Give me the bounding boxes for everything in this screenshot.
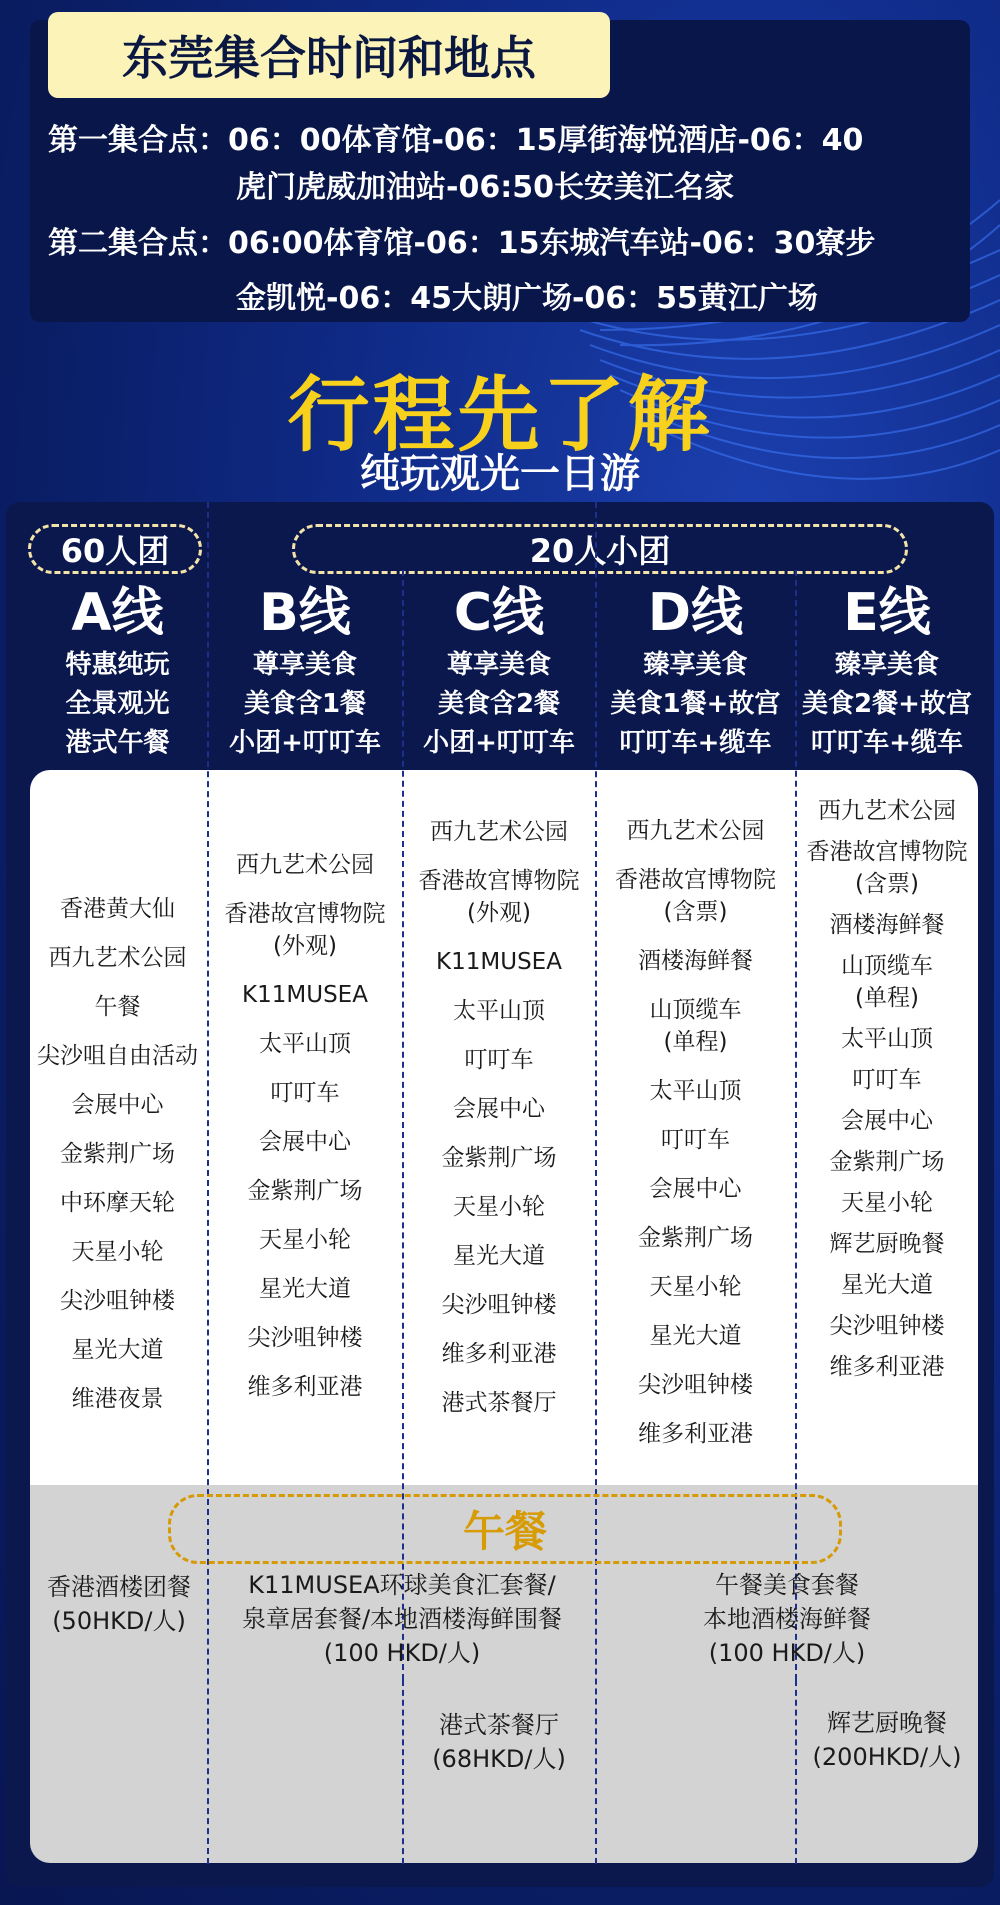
attraction-item: 天星小轮: [649, 1274, 742, 1300]
route-e-header: [797, 580, 977, 763]
attraction-item: 太平山顶: [453, 998, 545, 1024]
attraction-item: 西九艺术公园: [818, 798, 956, 824]
attraction-item: 太平山顶: [841, 1026, 933, 1052]
attraction-item: 午餐: [94, 994, 141, 1020]
lunch-route-a: 香港酒楼团餐 (50HKD/人): [47, 1573, 191, 1635]
route-d-attractions: [597, 815, 794, 1467]
route-e-attractions: [797, 795, 977, 1392]
attraction-item: 星光大道: [841, 1272, 933, 1298]
attraction-item: 天星小轮: [259, 1227, 351, 1253]
attraction-item: 西九艺术公园: [48, 945, 187, 971]
attraction-item: 叮叮车: [464, 1047, 534, 1073]
route-d-tag: 臻享美食: [643, 650, 748, 680]
attraction-item: 尖沙咀钟楼: [441, 1292, 557, 1318]
attraction-item: 叮叮车: [661, 1127, 730, 1153]
attraction-item: 星光大道: [649, 1323, 742, 1349]
attraction-item: 会展中心: [841, 1108, 933, 1134]
route-c-name: C线: [453, 583, 545, 643]
lunch-route-de: 午餐美食套餐 本地酒楼海鲜餐 (100 HKD/人): [703, 1571, 871, 1667]
attraction-item: 尖沙咀钟楼: [638, 1372, 753, 1398]
attraction-item: 港式茶餐厅: [441, 1390, 557, 1416]
attraction-item: 西九艺术公园: [626, 818, 765, 844]
attraction-item: 尖沙咀自由活动: [37, 1043, 198, 1069]
attraction-item: 金紫荆广场: [441, 1145, 557, 1171]
route-c-header: [404, 580, 594, 763]
attraction-item: 星光大道: [259, 1276, 351, 1302]
route-a-attractions: [30, 893, 205, 1432]
attraction-item: 太平山顶: [259, 1031, 351, 1057]
attraction-item: K11MUSEA: [436, 949, 562, 975]
route-b-attractions: [209, 849, 401, 1420]
route-b-header: [209, 580, 401, 763]
attraction-item: 维港夜景: [71, 1386, 164, 1412]
route-a-tag: 港式午餐: [65, 728, 170, 758]
attraction-item: 金紫荆广场: [638, 1225, 753, 1251]
attraction-item: 天星小轮: [841, 1190, 933, 1216]
attraction-item: 山顶缆车 (单程): [649, 997, 742, 1055]
attraction-item: 香港故宫博物院 (外观): [224, 901, 386, 959]
meeting-line-2: 虎门虎威加油站-06:50长安美汇名家: [236, 170, 734, 205]
group-20-label: 20人小团: [292, 524, 908, 574]
meeting-title: 东莞集合时间和地点: [48, 12, 610, 98]
attraction-item: 星光大道: [453, 1243, 545, 1269]
route-e-tag: 美食2餐+故宫: [802, 689, 972, 719]
attraction-item: 会展中心: [649, 1176, 742, 1202]
route-d-header: [597, 580, 794, 763]
attraction-item: 叮叮车: [852, 1067, 922, 1093]
route-a-tag: 特惠纯玩: [65, 650, 170, 680]
attraction-item: 维多利亚港: [829, 1354, 945, 1380]
meeting-line-4: 金凯悦-06：45大朗广场-06：55黄江广场: [236, 281, 818, 316]
attraction-item: 香港故宫博物院 (含票): [615, 867, 776, 925]
route-a-tag: 全景观光: [65, 689, 170, 719]
meeting-line-3: 第二集合点：06:00体育馆-06：15东城汽车站-06：30寮步: [48, 226, 876, 261]
lunch-title: 午餐: [168, 1494, 842, 1564]
itinerary-heading: 行程先了解: [287, 368, 713, 463]
group-60-label: 60人团: [28, 524, 202, 574]
route-d-tag: 叮叮车+缆车: [619, 728, 772, 758]
attraction-item: 香港故宫博物院 (含票): [806, 839, 968, 897]
attraction-item: 维多利亚港: [638, 1421, 753, 1447]
attraction-item: 香港故宫博物院 (外观): [418, 868, 580, 926]
route-b-tag: 美食含1餐: [243, 689, 367, 719]
itinerary-subheading: 纯玩观光一日游: [360, 451, 640, 497]
lunch-route-e-extra: 辉艺厨晚餐 (200HKD/人): [812, 1709, 962, 1771]
attraction-item: 会展中心: [71, 1092, 164, 1118]
attraction-item: 维多利亚港: [441, 1341, 557, 1367]
route-a-header: [30, 580, 205, 763]
lunch-route-c-extra: 港式茶餐厅 (68HKD/人): [432, 1711, 566, 1773]
attraction-item: 会展中心: [453, 1096, 545, 1122]
attraction-item: 金紫荆广场: [829, 1149, 945, 1175]
route-b-tag: 尊享美食: [252, 650, 357, 680]
attraction-item: 金紫荆广场: [247, 1178, 363, 1204]
attraction-item: 天星小轮: [71, 1239, 164, 1265]
route-e-tag: 臻享美食: [834, 650, 939, 680]
attraction-item: 辉艺厨晚餐: [829, 1231, 945, 1257]
attraction-item: 西九艺术公园: [236, 852, 374, 878]
route-c-tag: 美食含2餐: [437, 689, 561, 719]
attraction-item: 会展中心: [259, 1129, 351, 1155]
attraction-item: 尖沙咀钟楼: [247, 1325, 363, 1351]
attraction-item: 天星小轮: [453, 1194, 545, 1220]
attraction-item: K11MUSEA: [242, 982, 368, 1008]
attraction-item: 西九艺术公园: [430, 819, 568, 845]
attraction-item: 太平山顶: [649, 1078, 742, 1104]
attraction-item: 星光大道: [71, 1337, 164, 1363]
meeting-line-1: 第一集合点：06：00体育馆-06：15厚街海悦酒店-06：40: [48, 123, 864, 158]
route-e-tag: 叮叮车+缆车: [811, 728, 963, 758]
route-b-tag: 小团+叮叮车: [229, 728, 381, 758]
route-e-name: E线: [843, 583, 931, 643]
attraction-item: 尖沙咀钟楼: [829, 1313, 945, 1339]
route-b-name: B线: [259, 583, 351, 643]
attraction-item: 叮叮车: [270, 1080, 340, 1106]
attraction-item: 香港黄大仙: [60, 896, 175, 922]
route-d-tag: 美食1餐+故宫: [610, 689, 781, 719]
attraction-item: 酒楼海鲜餐: [638, 948, 753, 974]
route-d-name: D线: [647, 583, 744, 643]
route-c-tag: 小团+叮叮车: [423, 728, 575, 758]
route-c-attractions: [404, 816, 594, 1436]
attraction-item: 维多利亚港: [247, 1374, 363, 1400]
attraction-item: 酒楼海鲜餐: [829, 912, 945, 938]
lunch-route-bc: K11MUSEA环球美食汇套餐/ 泉章居套餐/本地酒楼海鲜围餐 (100 HKD/人): [241, 1571, 563, 1667]
route-c-tag: 尊享美食: [446, 650, 551, 680]
attraction-item: 尖沙咀钟楼: [60, 1288, 175, 1314]
attraction-item: 山顶缆车 (单程): [841, 953, 933, 1011]
attraction-item: 金紫荆广场: [60, 1141, 175, 1167]
attraction-item: 中环摩天轮: [60, 1190, 175, 1216]
route-a-name: A线: [71, 583, 164, 643]
